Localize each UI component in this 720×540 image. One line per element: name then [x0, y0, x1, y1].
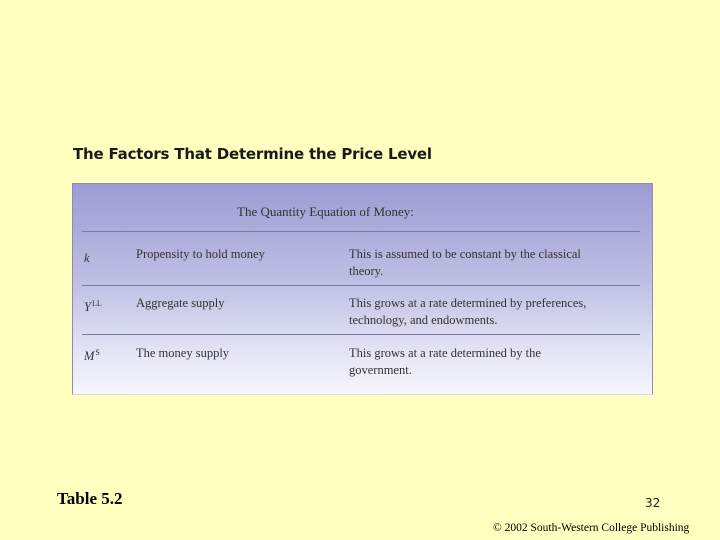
symbol-superscript: S	[95, 348, 100, 357]
row-description-line1: This grows at a rate determined by preferences,	[349, 296, 587, 310]
table-caption: Table 5.2	[57, 489, 123, 508]
symbol-letter: k	[84, 251, 90, 266]
copyright-notice: © 2002 South-Western College Publishing	[493, 522, 690, 534]
row-name: Propensity to hold money	[136, 247, 265, 261]
symbol-letter: Y	[84, 300, 91, 315]
symbol-superscript: LL	[91, 299, 102, 308]
row-description-line2: government.	[349, 363, 412, 377]
page-number: 32	[645, 496, 661, 510]
row-name: Aggregate supply	[136, 296, 225, 310]
row-symbol	[84, 246, 91, 267]
row-symbol	[84, 344, 100, 365]
divider	[82, 285, 640, 286]
slide-title: The Factors That Determine the Price Level	[73, 145, 432, 163]
row-name: The money supply	[136, 346, 230, 360]
row-description-line2: theory.	[349, 264, 384, 278]
row-description-line2: technology, and endowments.	[349, 313, 498, 327]
row-description-line1: This is assumed to be constant by the classical	[349, 247, 581, 261]
divider	[82, 231, 640, 232]
row-symbol	[84, 295, 102, 316]
divider	[82, 334, 640, 335]
row-description-line1: This grows at a rate determined by the	[349, 346, 541, 360]
table-heading: The Quantity Equation of Money:	[237, 204, 414, 219]
symbol-letter: M	[84, 349, 95, 364]
